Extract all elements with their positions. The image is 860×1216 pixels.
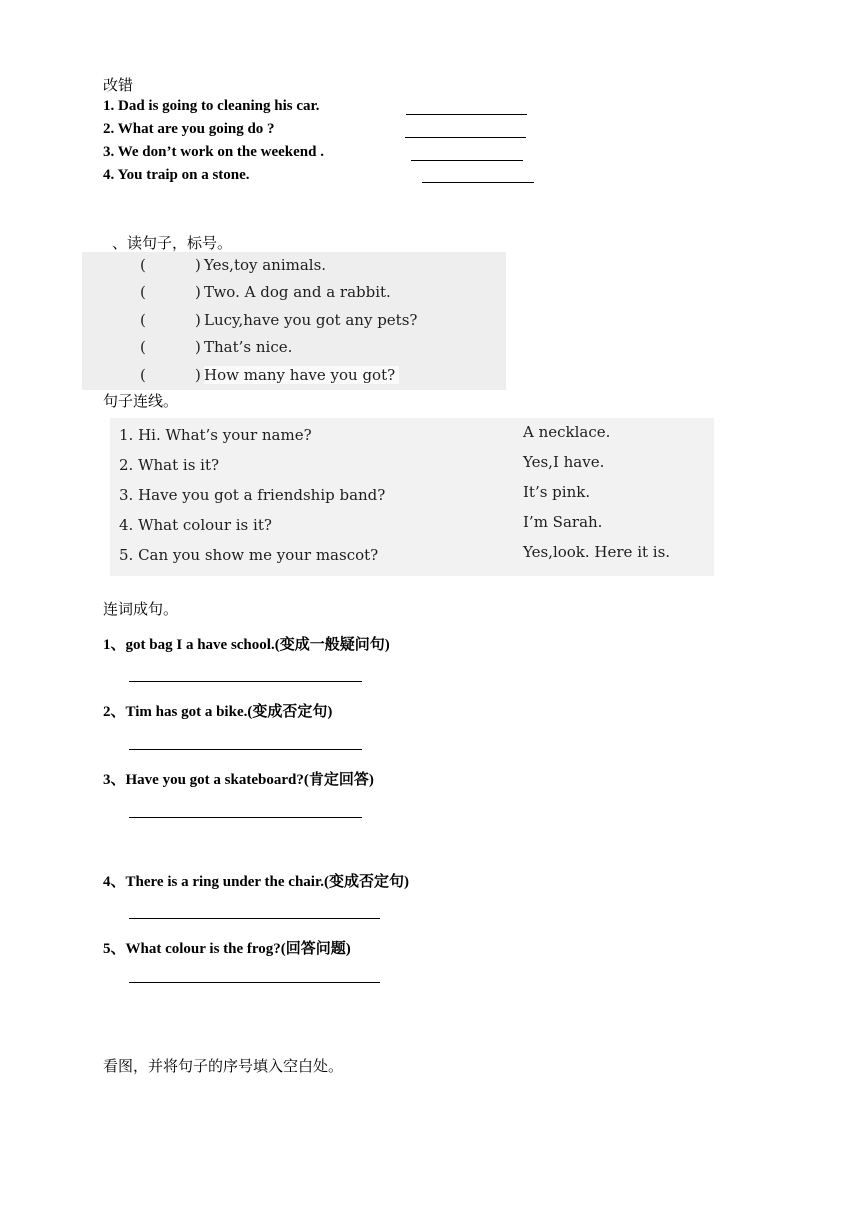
answer-line-5[interactable]	[129, 982, 380, 983]
close-paren: )	[195, 256, 201, 274]
match-right-3: It’s pink.	[523, 483, 591, 501]
order-sentence-2: Two. A dog and a rabbit.	[204, 283, 391, 301]
match-left-2: 2. What is it?	[119, 456, 220, 474]
answer-line-3[interactable]	[129, 817, 362, 818]
task-text: Have you got a skateboard?	[125, 772, 304, 788]
answer-blank-3[interactable]	[411, 160, 523, 161]
match-right-2: Yes,I have.	[523, 453, 605, 471]
task-hint: (回答问题)	[280, 941, 351, 957]
answer-line-2[interactable]	[129, 749, 362, 750]
order-sentence-5: How many have you got?	[204, 366, 399, 384]
task-number: 1、	[103, 637, 126, 653]
section-title-picture-fill: 看图，并将句子的序号填入空白处。	[103, 1057, 344, 1075]
task-hint: (肯定回答)	[303, 772, 374, 788]
correction-item-1: 1. Dad is going to cleaning his car.	[103, 98, 320, 114]
sentence-task-1	[103, 633, 390, 654]
task-text: There is a ring under the chair.	[125, 874, 325, 890]
correction-item-4: 4. You traip on a stone.	[103, 167, 250, 183]
open-paren: (	[140, 311, 146, 329]
task-text: Tim has got a bike.	[125, 704, 248, 720]
correction-item-3: 3. We don’t work on the weekend .	[103, 144, 324, 160]
close-paren: )	[195, 338, 201, 356]
answer-blank-4[interactable]	[422, 182, 534, 183]
open-paren: (	[140, 338, 146, 356]
match-left-3: 3. Have you got a friendship band?	[119, 486, 386, 504]
scanned-matching-image	[110, 418, 714, 576]
task-hint: (变成否定句)	[324, 874, 410, 890]
match-right-4: I’m Sarah.	[523, 513, 603, 531]
open-paren: (	[140, 256, 146, 274]
match-right-1: A necklace.	[523, 423, 611, 441]
task-number: 4、	[103, 874, 126, 890]
open-paren: (	[140, 283, 146, 301]
answer-line-1[interactable]	[129, 681, 362, 682]
match-right-5: Yes,look. Here it is.	[523, 543, 671, 561]
section-title-form-sentences: 连词成句。	[103, 600, 179, 618]
task-text: got bag I a have school.	[125, 637, 275, 653]
order-sentence-1: Yes,toy animals.	[204, 256, 327, 274]
close-paren: )	[195, 283, 201, 301]
answer-blank-2[interactable]	[405, 137, 526, 138]
section-title-error-correction: 改错	[103, 76, 134, 94]
match-left-5: 5. Can you show me your mascot?	[119, 546, 379, 564]
answer-line-4[interactable]	[129, 918, 380, 919]
task-hint: (变成一般疑问句)	[274, 637, 390, 653]
answer-blank-1[interactable]	[406, 114, 527, 115]
task-number: 2、	[103, 704, 126, 720]
correction-item-2: 2. What are you going do ?	[103, 121, 275, 137]
close-paren: )	[195, 366, 201, 384]
task-number: 5、	[103, 941, 126, 957]
task-number: 3、	[103, 772, 126, 788]
close-paren: )	[195, 311, 201, 329]
sentence-task-5	[103, 937, 351, 958]
order-sentence-4: That’s nice.	[204, 338, 293, 356]
section-title-order-sentences: 、读句子，标号。	[112, 234, 233, 252]
task-text: What colour is the frog?	[125, 941, 281, 957]
scanned-sentences-image	[82, 252, 506, 390]
match-left-1: 1. Hi. What’s your name?	[119, 426, 312, 444]
sentence-task-4	[103, 870, 409, 891]
section-title-match-sentences: 句子连线。	[103, 392, 179, 410]
sentence-task-2	[103, 700, 332, 721]
sentence-task-3	[103, 768, 374, 789]
task-hint: (变成否定句)	[247, 704, 333, 720]
open-paren: (	[140, 366, 146, 384]
order-sentence-3: Lucy,have you got any pets?	[204, 311, 418, 329]
match-left-4: 4. What colour is it?	[119, 516, 272, 534]
